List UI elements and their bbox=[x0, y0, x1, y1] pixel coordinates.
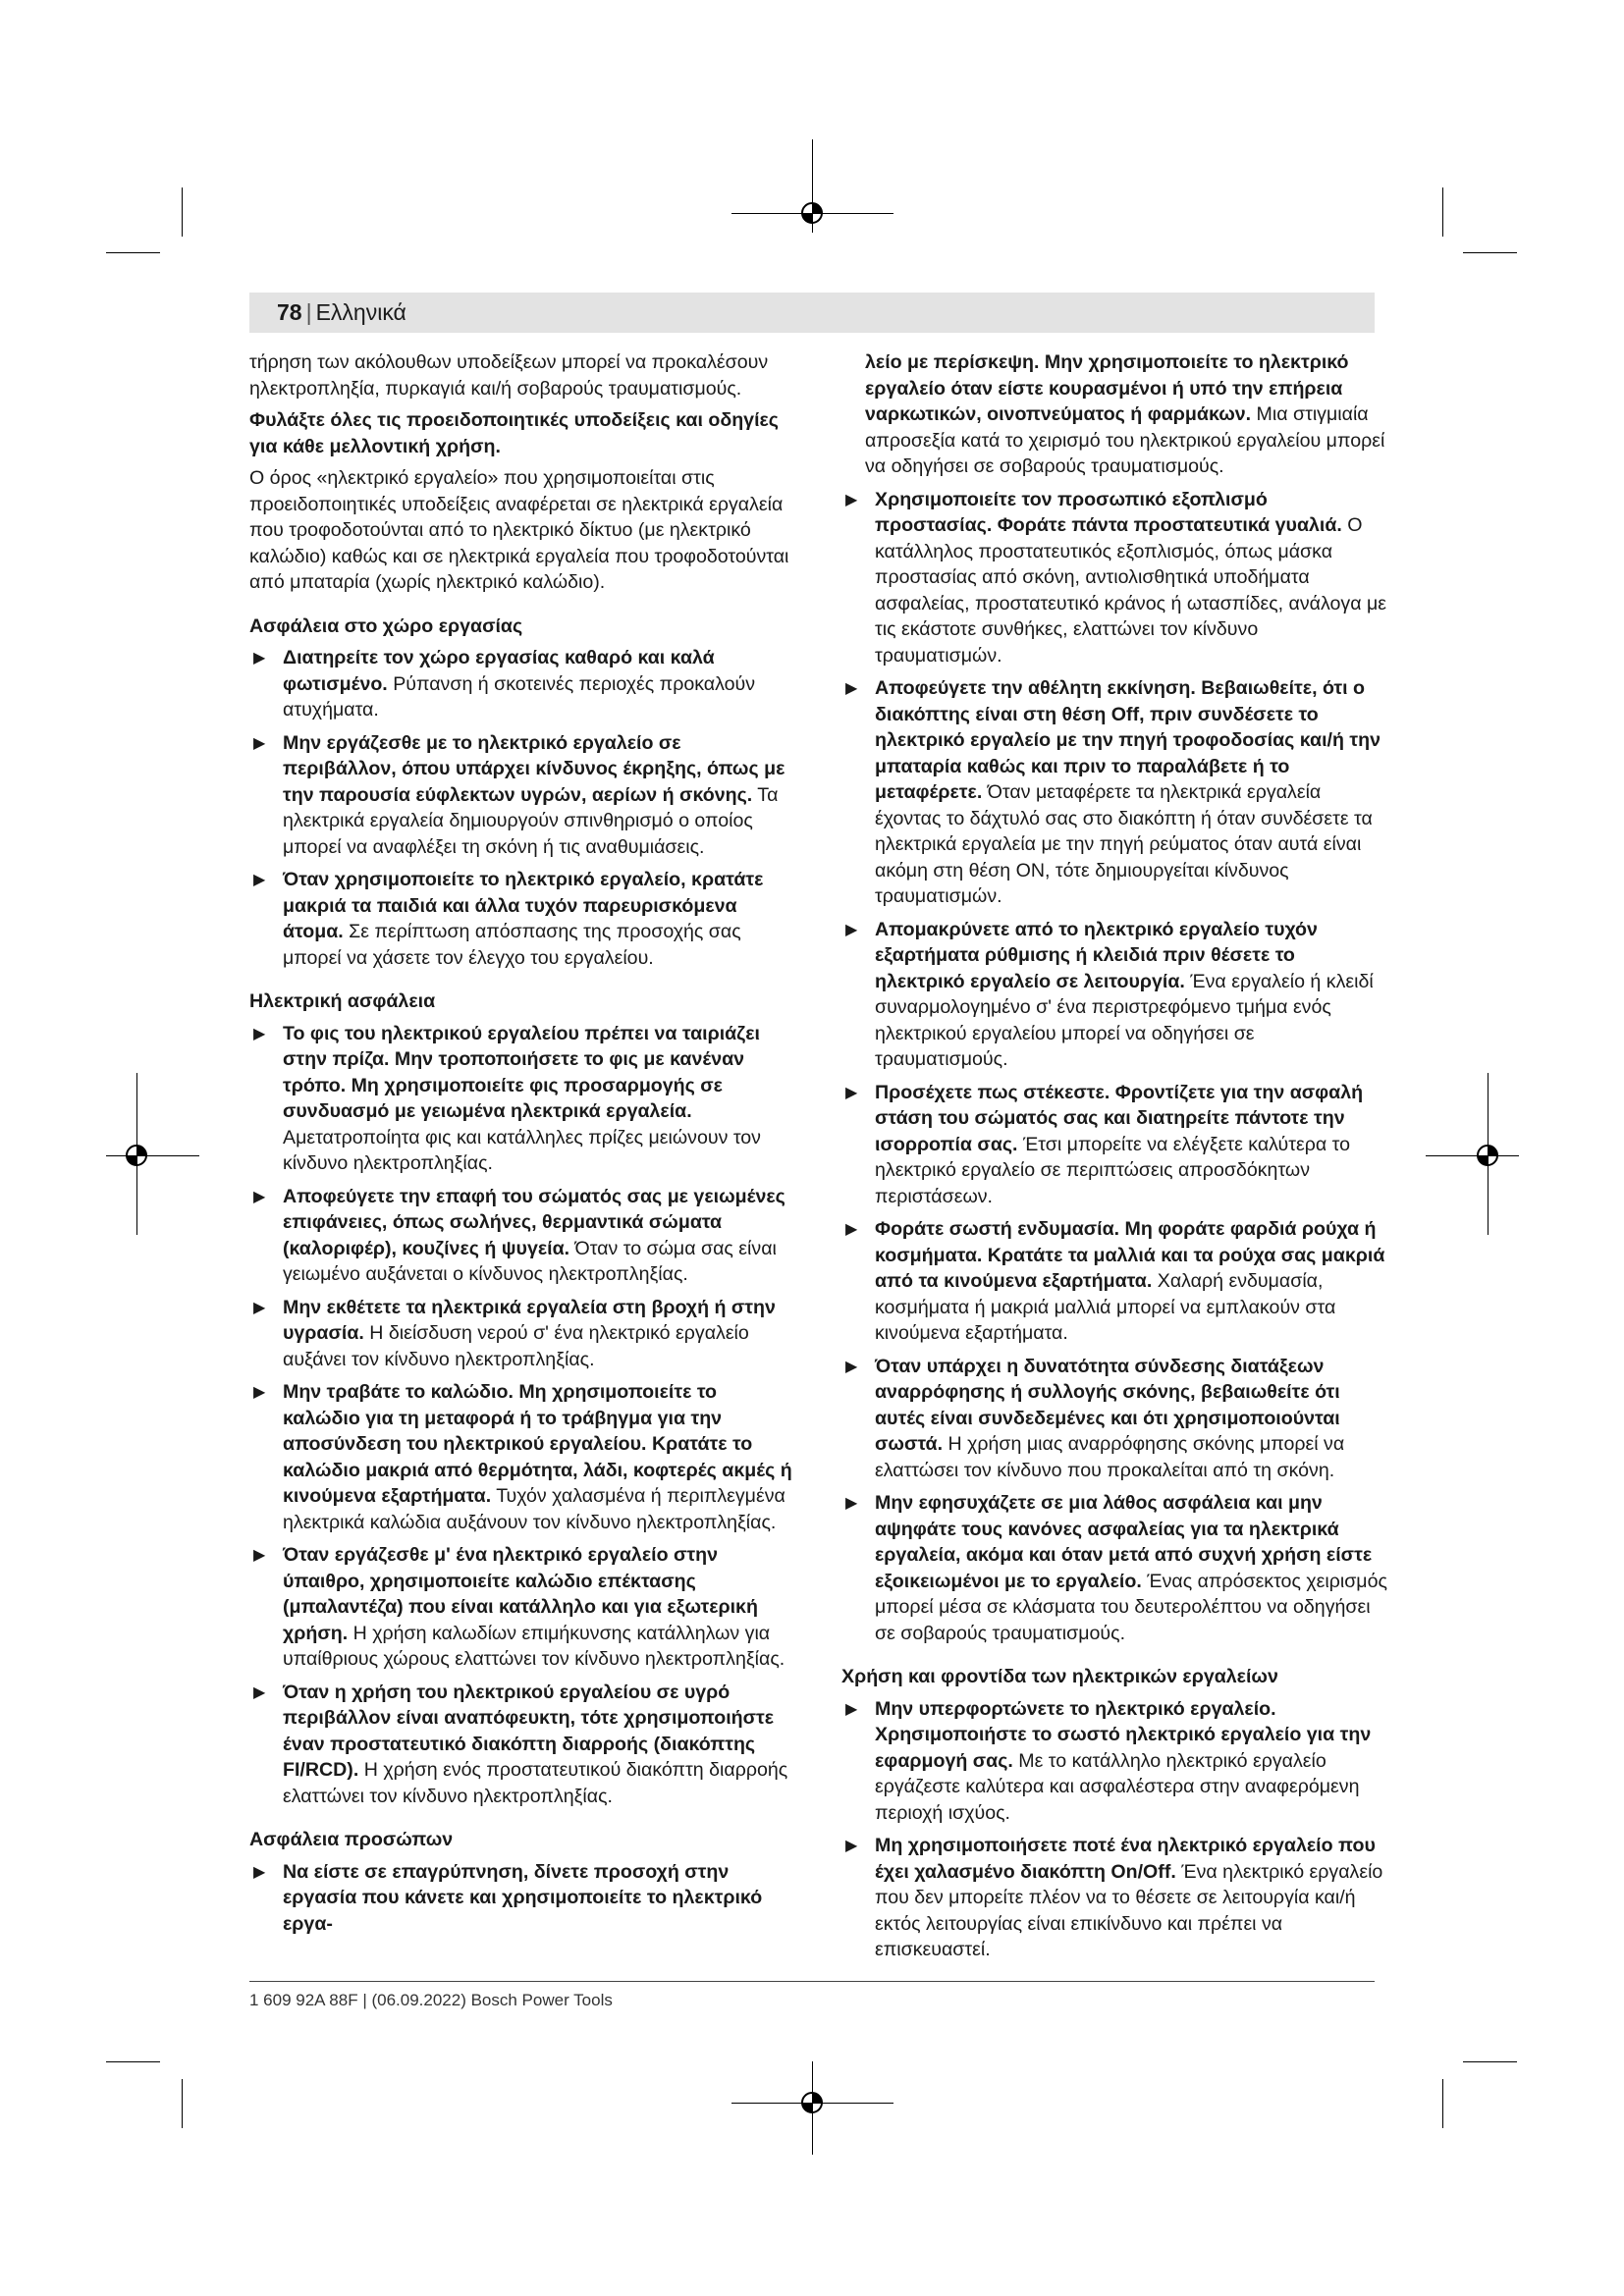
list-item: ▶ Όταν εργάζεσθε μ' ένα ηλεκτρικό εργαλείο στην ύπαιθρο, χρησιμοποιείτε καλώδιο επέκτασης (μπαλαντέζα) που είναι κατάλληλο και για εξωτερική χρήση. Η χρήση καλωδίων επιμήκυνσης κατάλληλων για υπαίθριους χώρους ελαττώνει τον κίνδυνο ηλεκτροπληξίας. bbox=[253, 1544, 785, 1670]
triangle-right-icon: ▶ bbox=[253, 1299, 266, 1316]
work-area-list bbox=[249, 645, 797, 971]
list-item: ▶ Μην εφησυχάζετε σε μια λάθος ασφάλεια και μην αψηφάτε τους κανόνες ασφαλείας για τα ηλεκτρικά εργαλεία, ακόμα και όταν μετά από συχνή χρήση είστε εξοικειωμένοι με το εργαλείο. Ένας απρόσεκτος χειρισμός μπορεί μέσα σε κλάσματα του δευτερολέπτου να οδηγήσει σε σοβαρούς τραυματισμούς. bbox=[845, 1492, 1387, 1644]
personal-list bbox=[841, 487, 1387, 1647]
triangle-right-icon: ▶ bbox=[253, 1863, 266, 1881]
crop-mark bbox=[182, 187, 183, 237]
triangle-right-icon: ▶ bbox=[845, 1495, 858, 1512]
triangle-right-icon: ▶ bbox=[845, 680, 858, 697]
crop-mark bbox=[731, 2103, 893, 2104]
crop-mark bbox=[1463, 252, 1517, 253]
crop-mark bbox=[106, 252, 160, 253]
section-heading-work-area: Ασφάλεια στο χώρο εργασίας bbox=[249, 614, 523, 637]
triangle-right-icon: ▶ bbox=[845, 491, 858, 508]
crop-mark bbox=[182, 2079, 183, 2128]
crop-mark bbox=[812, 139, 813, 233]
triangle-right-icon: ▶ bbox=[845, 1838, 858, 1854]
triangle-right-icon: ▶ bbox=[253, 1025, 266, 1042]
list-item: ▶ Χρησιμοποιείτε τον προσωπικό εξοπλισμό προστασίας. Φοράτε πάντα προστατευτικά γυαλιά. Ο κατάλληλος προστατευτικός εξοπλισμός, όπως μάσκα προστασίας από σκόνη, αντιολισθητικά υποδήματα ασφαλείας, προστατευτικό κράνος ή ωτασπίδες, ανάλογα με τις εκάστοτε συνθήκες, ελαττώνει τον κίνδυνο τραυματισμών. bbox=[845, 488, 1387, 667]
section-heading-personal: Ασφάλεια προσώπων bbox=[249, 1829, 454, 1850]
electrical-list bbox=[249, 1021, 797, 1810]
list-item: ▶ Αποφεύγετε την επαφή του σώματός σας με γειωμένες επιφάνειες, όπως σωλήνες, θερμαντικά σώματα (καλοριφέρ), κουζίνες ή ψυγεία. Όταν το σώμα σας είναι γειωμένο αυξάνεται ο κίνδυνος ηλεκτροπληξίας. bbox=[253, 1185, 785, 1285]
section-heading-use-care: Χρήση και φροντίδα των ηλεκτρικών εργαλείων bbox=[841, 1666, 1278, 1687]
list-item-continuation: λείο με περίσκεψη. Μην χρησιμοποιείτε το ηλεκτρικό εργαλείο όταν είστε κουρασμένοι ή υπό την επήρεια ναρκωτικών, οινοπνεύματος ή φαρμάκων. Μια στιγμιαία απροσεξία κατά το χειρισμό του ηλεκτρικού εργαλείου μπορεί να οδηγήσει σε σοβαρούς τραυματισμούς. bbox=[865, 351, 1385, 477]
crop-mark bbox=[106, 1155, 199, 1156]
list-item: ▶ Απομακρύνετε από το ηλεκτρικό εργαλείο τυχόν εξαρτήματα ρύθμισης ή κλειδιά πριν θέσετε το ηλεκτρικό εργαλείο σε λειτουργία. Ένα εργαλείο ή κλειδί συναρμολογημένο σ' ένα περιστρεφόμενο τμήμα ενός ηλεκτρικού εργαλείου μπορεί να οδηγήσει σε τραυματισμούς. bbox=[845, 918, 1374, 1070]
left-column bbox=[249, 349, 797, 1944]
intro-text: τήρηση των ακόλουθων υποδείξεων μπορεί να προκαλέσουν ηλεκτροπληξία, πυρκαγιά και/ή σοβαρούς τραυματισμούς. bbox=[249, 351, 769, 400]
list-item: ▶ Να είστε σε επαγρύπνηση, δίνετε προσοχή στην εργασία που κάνετε και χρησιμοποιείτε το ηλεκτρικό εργα- bbox=[253, 1860, 763, 1935]
crop-mark bbox=[812, 2061, 813, 2155]
triangle-right-icon: ▶ bbox=[253, 1384, 266, 1401]
use-care-list bbox=[841, 1696, 1387, 1963]
crop-mark bbox=[106, 2061, 160, 2062]
triangle-right-icon: ▶ bbox=[845, 1084, 858, 1101]
right-column bbox=[841, 349, 1387, 1970]
crop-mark bbox=[731, 213, 893, 214]
list-item: ▶ Όταν η χρήση του ηλεκτρικού εργαλείου σε υγρό περιβάλλον είναι αναπόφευκτη, τότε χρησιμοποιήστε έναν προστατευτικό διακόπτη διαρροής (διακόπτης FI/RCD). Η χρήση ενός προστατευτικού διακόπτη διαρροής ελαττώνει τον κίνδυνο ηλεκτροπληξίας. bbox=[253, 1681, 788, 1807]
list-item: ▶ Μην εργάζεσθε με το ηλεκτρικό εργαλείο σε περιβάλλον, όπου υπάρχει κίνδυνος έκρηξης, όπως με την παρουσία εύφλεκτων υγρών, αερίων ή σκόνης. Τα ηλεκτρικά εργαλεία δημιουργούν σπινθηρισμό ο οποίος μπορεί να αναφλέξει τη σκόνη ή τις αναθυμιάσεις. bbox=[253, 731, 785, 858]
list-item: ▶ Μην τραβάτε το καλώδιο. Μη χρησιμοποιείτε το καλώδιο για τη μεταφορά ή το τράβηγμα για την αποσύνδεση του ηλεκτρικού εργαλείου. Κρατάτε το καλώδιο μακριά από θερμότητα, λάδι, κοφτερές ακμές ή κινούμενα εξαρτήματα. Τυχόν χαλασμένα ή περιπλεγμένα ηλεκτρικά καλώδια αυξάνουν τον κίνδυνο ηλεκτροπληξίας. bbox=[253, 1381, 792, 1533]
keep-instructions: Φυλάξτε όλες τις προειδοποιητικές υποδείξεις και οδηγίες για κάθε μελλοντική χρήση. bbox=[249, 409, 779, 457]
header-separator: | bbox=[305, 299, 312, 325]
page-number: 78 bbox=[277, 299, 302, 325]
list-item: ▶ Αποφεύγετε την αθέλητη εκκίνηση. Βεβαιωθείτε, ότι ο διακόπτης είναι στη θέση Off, πριν συνδέσετε το ηλεκτρικό εργαλείο με την πηγή τροφοδοσίας και/ή την μπαταρία καθώς και πριν το παραλάβετε ή το μεταφέρετε. Όταν μεταφέρετε τα ηλεκτρικά εργαλεία έχοντας το δάχτυλό σας στο διακόπτη ή όταν συνδέσετε τα ηλεκτρικά εργαλεία με την πηγή ρεύματος όταν αυτά είναι ακόμη στη θέση ON, τότε δημιουργείται κίνδυνος τραυματισμών. bbox=[845, 677, 1380, 907]
triangle-right-icon: ▶ bbox=[253, 1188, 266, 1205]
header-language: Ελληνικά bbox=[315, 299, 406, 325]
triangle-right-icon: ▶ bbox=[253, 734, 266, 752]
crop-mark bbox=[1442, 187, 1443, 237]
crop-mark bbox=[1463, 2061, 1517, 2062]
triangle-right-icon: ▶ bbox=[253, 872, 266, 888]
triangle-right-icon: ▶ bbox=[845, 921, 858, 938]
crop-mark bbox=[136, 1073, 137, 1235]
triangle-right-icon: ▶ bbox=[845, 1700, 858, 1718]
section-heading-electrical: Ηλεκτρική ασφάλεια bbox=[249, 990, 436, 1012]
triangle-right-icon: ▶ bbox=[253, 1683, 266, 1701]
page-footer: 1 609 92A 88F | (06.09.2022) Bosch Power Tools bbox=[249, 1991, 613, 2009]
footer-divider bbox=[249, 1981, 1375, 1982]
triangle-right-icon: ▶ bbox=[845, 1358, 858, 1375]
list-item: ▶ Διατηρείτε τον χώρο εργασίας καθαρό και καλά φωτισμένο. Ρύπανση ή σκοτεινές περιοχές προκαλούν ατυχήματα. bbox=[253, 647, 756, 721]
list-item: ▶ Μην εκθέτετε τα ηλεκτρικά εργαλεία στη βροχή ή στην υγρασία. Η διείσδυση νερού σ' ένα ηλεκτρικό εργαλείο αυξάνει τον κίνδυνο ηλεκτροπληξίας. bbox=[253, 1296, 776, 1370]
list-item: ▶ Φοράτε σωστή ενδυμασία. Μη φοράτε φαρδιά ρούχα ή κοσμήματα. Κρατάτε τα μαλλιά και τα ρούχα σας μακριά από τα κινούμενα εξαρτήματα. Χαλαρή ενδυμασία, κοσμήματα ή μακριά μαλλιά μπορεί να εμπλακούν στα κινούμενα εξαρτήματα. bbox=[845, 1218, 1385, 1344]
triangle-right-icon: ▶ bbox=[845, 1221, 858, 1238]
page-header bbox=[249, 293, 1375, 333]
list-item: ▶ Όταν υπάρχει η δυνατότητα σύνδεσης διατάξεων αναρρόφησης ή συλλογής σκόνης, βεβαιωθείτε ότι αυτές είναι συνδεδεμένες και ότι χρησιμοποιούνται σωστά. Η χρήση μιας αναρρόφησης σκόνης μπορεί να ελαττώσει τον κίνδυνο που προκαλείται από τη σκόνη. bbox=[845, 1355, 1345, 1481]
list-item: ▶ Το φις του ηλεκτρικού εργαλείου πρέπει να ταιριάζει στην πρίζα. Μην τροποποιήσετε το φις με κανέναν τρόπο. Μη χρησιμοποιείτε φις προσαρμογής σε συνδυασμό με γειωμένα ηλεκτρικά εργαλεία. Αμετατροποίητα φις και κατάλληλες πρίζες μειώνουν τον κίνδυνο ηλεκτροπληξίας. bbox=[253, 1022, 761, 1174]
crop-mark bbox=[1442, 2079, 1443, 2128]
triangle-right-icon: ▶ bbox=[253, 650, 266, 667]
crop-mark bbox=[1426, 1155, 1519, 1156]
list-item: ▶ Μην υπερφορτώνετε το ηλεκτρικό εργαλείο. Χρησιμοποιήστε το σωστό ηλεκτρικό εργαλείο για την εφαρμογή σας. Με το κατάλληλο ηλεκτρικό εργαλείο εργάζεστε καλύτερα και ασφαλέστερα στην αναφερόμενη περιοχή ισχύος. bbox=[845, 1697, 1372, 1824]
list-item: ▶ Προσέχετε πως στέκεστε. Φροντίζετε για την ασφαλή στάση του σώματός σας και διατηρείτε πάντοτε την ισορροπία σας. Έτσι μπορείτε να ελέγξετε καλύτερα το ηλεκτρικό εργαλείο σε περιπτώσεις απροσδόκητων περιστάσεων. bbox=[845, 1081, 1364, 1207]
crop-mark bbox=[1488, 1073, 1489, 1235]
list-item: ▶ Όταν χρησιμοποιείτε το ηλεκτρικό εργαλείο, κρατάτε μακριά τα παιδιά και άλλα τυχόν παρευρισκόμενα άτομα. Σε περίπτωση απόσπασης της προσοχής σας μπορεί να χάσετε τον έλεγχο του εργαλείου. bbox=[253, 869, 764, 969]
list-item: ▶ Μη χρησιμοποιήσετε ποτέ ένα ηλεκτρικό εργαλείο που έχει χαλασμένο διακόπτη On/Off. Ένα ηλεκτρικό εργαλείο που δεν μπορείτε πλέον να το θέσετε σε λειτουργία και/ή εκτός λειτουργίας είναι επικίνδυνο και πρέπει να επισκευαστεί. bbox=[845, 1835, 1383, 1960]
triangle-right-icon: ▶ bbox=[253, 1547, 266, 1564]
definition-paragraph: Ο όρος «ηλεκτρικό εργαλείο» που χρησιμοποιείται στις προειδοποιητικές υποδείξεις αναφέρεται σε ηλεκτρικά εργαλεία που τροφοδοτούνται από το ηλεκτρικό δίκτυο (με ηλεκτρικό καλώδιο) καθώς και σε ηλεκτρικά εργαλεία που τροφοδοτούνται από μπαταρία (χωρίς ηλεκτρικό καλώδιο). bbox=[249, 467, 789, 593]
